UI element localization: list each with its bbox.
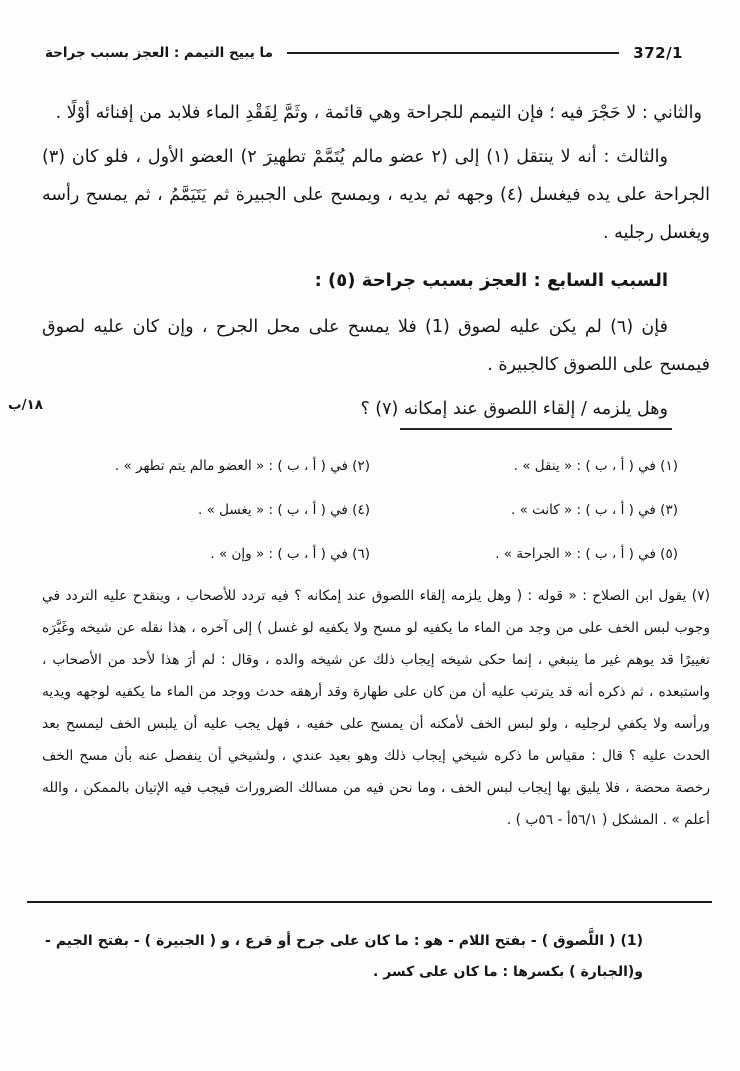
bottom-note-separator	[27, 901, 712, 903]
page-header	[45, 44, 683, 62]
running-title: ما يبيح التيمم : العجز بسبب جراحة	[45, 45, 273, 61]
footnotes-apparatus	[42, 450, 710, 570]
page-body	[42, 94, 710, 836]
section-heading: السبب السابع : العجز بسبب جراحة (٥) :	[314, 270, 668, 291]
footnote-separator	[400, 428, 672, 430]
footnote-ibn-salah: (٧) يقول ابن الصلاح : « قوله : ( وهل يلزمه إلقاء اللصوق عند إمكانه ؟ فيه تردد للأصحاب ، وينقدح عليه التردد في وجوب لبس الخف على من وجد من الماء ما يكفيه لو مسح ولا يكفيه لو غسل ) إلى آخره ، هذا نقله عن شيخه وغَيَّرَه تغييرًا قد يوهم غير ما ينبغي ، إنما حكى شيخه إيجاب ذلك عن شيخه والده ، وقال : لم أرَ هذا لأحد من الأصحاب ، واستبعده ، ثم ذكره أنه قد يترتب عليه أن من كان على طهارة وقد أرهقه حدث ووجد من الماء ما يكفيه لوجهه ويديه ورأسه ولا يكفي لرجليه ، ولو لبس الخف لأمكنه أن يمسح على خفيه ، فهل يجب عليه أن يلبس الخف ليمسح بعد الحدث عليه ؟ قال : مقياس ما ذكره شيخي إيجاب ذلك وهو بعيد عندي ، ولشيخي أن ينفصل عنه بأن مسح الخف رخصة محضة ، فلا يليق بها إيجاب لبس الخف ، وما نحن فيه من مسالك الضرورات فيجب فيه الإتيان بالممكن ، والله أعلم » . المشكل ( ٥٦/١أ - ٥٦ب ) .	[42, 588, 710, 828]
page-number: 372/1	[633, 44, 683, 62]
footnote-item-4: (٤) في ( أ ، ب ) : « يغسل » .	[198, 502, 370, 518]
folio-margin-note: ١٨/ب	[8, 397, 43, 413]
paragraph-lusuq: فإن (٦) لم يكن عليه لصوق (1) فلا يمسح على محل الجرح ، وإن كان عليه لصوق فيمسح على اللصوق كالجبيرة .	[42, 317, 710, 375]
footnote-item-2: (٢) في ( أ ، ب ) : « العضو مالم يتم تطهر » .	[114, 458, 370, 474]
footnote-item-1: (١) في ( أ ، ب ) : « ينقل » .	[513, 458, 678, 474]
question-line: وهل يلزمه / إلقاء اللصوق عند إمكانه (٧) ؟	[360, 399, 668, 419]
glossary-note: (1) ( اللَّصوق ) - بفتح اللام - هو : ما كان على جرح أو قرع ، و ( الجبيرة ) - بفتح الجيم - و(الجبارة ) بكسرها : ما كان على كسر .	[45, 933, 643, 980]
footnote-item-6: (٦) في ( أ ، ب ) : « وإن » .	[210, 546, 370, 562]
footnote-item-5: (٥) في ( أ ، ب ) : « الجراحة » .	[495, 546, 678, 562]
footnote-item-3: (٣) في ( أ ، ب ) : « كانت » .	[511, 502, 678, 518]
paragraph-second-point: والثاني : لا حَجْرَ فيه ؛ فإن التيمم للجراحة وهي قائمة ، وثَمَّ لِفَقْدِ الماء فلابد من إفنائه أوْلًا .	[55, 103, 702, 123]
paragraph-third-point: والثالث : أنه لا ينتقل (١) إلى (٢ عضو مالم يُتَمَّمْ تطهيرَ ٢) العضو الأول ، فلو كان (٣) الجراحة على يده فيغسل (٤) وجهه ثم يديه ، ويمسح على الجبيرة ثم يَتَيَمَّمُ ، ثم يمسح رأسه ويغسل رجليه .	[42, 147, 710, 243]
header-rule	[287, 52, 619, 54]
